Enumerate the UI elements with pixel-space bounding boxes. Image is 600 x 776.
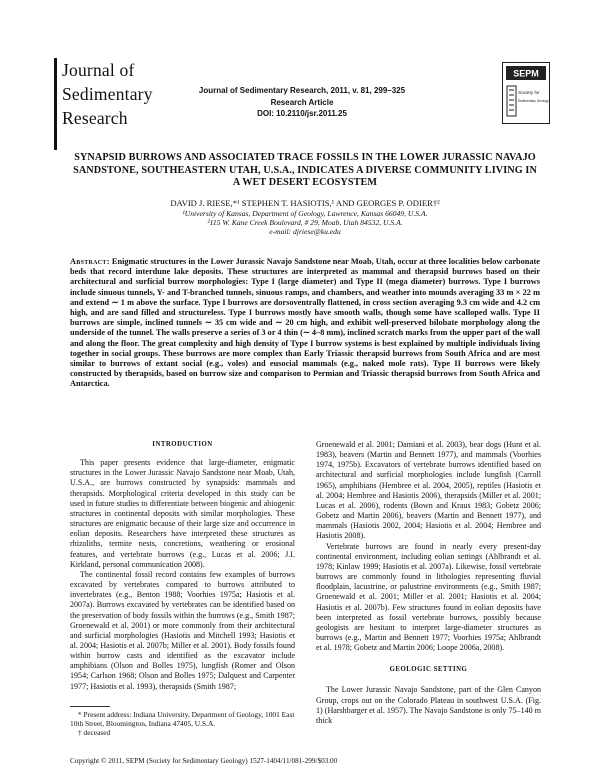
abstract <box>70 257 540 390</box>
footnote-2: † deceased <box>78 728 111 737</box>
affiliations <box>130 209 480 237</box>
sepm-seal-icon <box>502 62 550 124</box>
seal-text-2: Sedimentary Geology <box>518 99 549 103</box>
article-title: SYNAPSID BURROWS AND ASSOCIATED TRACE FOSSILS IN THE LOWER JURASSIC NAVAJO SANDSTONE, SOUTHEASTERN UTAH, U.S.A., INDICATES A DIVERSE COMMUNITY LIVING IN A WET DESERT ECOSYSTEM <box>73 152 537 188</box>
affiliation-2: ²115 W. Kane Creek Boulevard, # 29, Moab, Utah 84532, U.S.A. <box>207 218 403 228</box>
seal-text-1: Society for <box>518 90 540 95</box>
geologic-setting-heading: GEOLOGIC SETTING <box>389 666 468 674</box>
footnotes <box>70 710 295 737</box>
introduction-heading: INTRODUCTION <box>152 441 213 448</box>
logo-line-2: Sedimentary <box>62 84 153 104</box>
abstract-text: Enigmatic structures in the Lower Jurassic Navajo Sandstone near Moab, Utah, occur at three localities below carbonate beds that record interdune lake deposits. These structures are interpreted as mammal and therapsid burrows based on their architectural and surficial burrow morphologies: Type I (large diameter) and Type II (mega diameter) burrows. Type I burrows include sinuous tunnels, Y- and T-branched tunnels, sinuous ramps, and chambers, and weather into mounds averaging 33 m × 22 m and extend ∼ 1 m above the surface. Type I burrows are dorsoventrally flattened, in cross section averaging 9.3 cm wide and 4.2 cm high, and are sand filled and structureless. Type I burrows mostly have smooth walls, though some have scalloped walls. Type II burrows are simple, inclined tunnels ∼ 35 cm wide and ∼ 20 cm high, and exhibit well-preserved bilobate morphology along the underside of the tunnel. The walls preserve a series of 3 or 4 thin (∼ 4–8 mm), inclined scratch marks from the upper part of the wall and along the floor. The great complexity and high density of Type I burrow systems is best explained by multiple individuals living together in social groups. These burrows are more complex than Early Triassic therapsid burrows from South Africa and are most similar to burrows of extant social (e.g., voles) and eusocial mammals (e.g., naked mole rats). Type II burrows were likely constructed by therapsids, based on burrow size and comparison to Permian and Triassic therapsid burrows from South Africa and Antarctica. <box>70 257 540 389</box>
footnote-1: * Present address: Indiana University, Department of Geology, 1001 East 10th Street, Bloomington, Indiana 47405, U.S.A. <box>70 710 295 728</box>
article-type: Research Article <box>270 97 334 107</box>
journal-logo <box>62 58 182 130</box>
intro-paragraph-2: The continental fossil record contains few examples of burrows excavated by vertebrates compared to burrows attributed to invertebrates (e.g., Benton 1988; Voorhies 1975a; Hasiotis et al. 2007a). Burrows excavated by vertebrates can be identified based on the preservation of body fossils within the burrows (e.g., Smith 1987; Groenewald et al. 2001) or more commonly from their architectural and surficial morphologies (Hasiotis and Mitchell 1993; Hasiotis et al. 2004; Hasiotis et al. 2007b; Miller et al. 2001). Body fossils found within burrow casts and identified as the excavator include amphibians (Olson and Bolles 1975), lungfish (Romer and Olson 1954; Carlson 1968; Olson and Bolles 1975; Dalquest and Carpenter 1977; Hasiotis et al. 1993), therapsids (Smith 1987; <box>70 569 295 691</box>
copyright-line: Copyright © 2011, SEPM (Society for Sedimentary Geology) 1527-1404/11/081-299/$03.00 <box>70 757 338 765</box>
citation-line: Journal of Sedimentary Research, 2011, v. 81, 299–325 <box>198 86 406 95</box>
geologic-setting-paragraph: The Lower Jurassic Navajo Sandstone, part of the Glen Canyon Group, crops out on the Colorado Plateau in southwest U.S.A. (Fig. 1) (Harshbarger et al. 1957). The Navajo Sandstone is only 75–140 m thick <box>316 685 541 725</box>
intro-paragraph-1: This paper presents evidence that large-diameter, enigmatic structures in the Lower Jurassic Navajo Sandstone near Moab, Utah, U.S.A., are burrows constructed by synapsids: mammals and therapsids. Morphological criteria developed in this study can be used in future studies to differentiate between biogenic and abiogenic structures in continental deposits with similar morphologies. These structures are enigmatic because of their large size and occurrence in eolian deposits. Researchers have interpreted these structures as rhizoliths, termite nests, concretions, weathering or erosional features, and vertebrate burrows (e.g., Lucas et al. 2006; J.I. Kirkland, personal communication 2008). <box>70 458 295 569</box>
doi: DOI: 10.2110/jsr.2011.25 <box>257 109 347 118</box>
logo-line-1: Journal of <box>62 60 135 80</box>
right-paragraph-2: Vertebrate burrows are found in nearly every present-day continental environment, including eolian settings (Ahlbrandt et al. 1978; Kinlaw 1999; Hasiotis et al. 2007a). Likewise, fossil vertebrate burrows are commonly found in lithologies representing fluvial floodplain, lacustrine, or palustrine environments (e.g., Smith 1987; Groenewald et al. 2001; Miller et al. 2001; Hasiotis et al. 2004; Hasiotis et al. 2007b). Few structures found in eolian deposits have been interpreted as fossil vertebrate burrows, possibly because geologists are hesitant to interpret large-diameter structures as burrows (e.g., Martin and Bennett 1977; Voorhies 1975a; Ahlbrandt et al. 1978; Gobetz and Martin 2006; Loope 2006a, 2008). <box>316 541 541 653</box>
logo-line-3: Research <box>62 108 128 128</box>
affiliation-1: ¹University of Kansas, Department of Geology, Lawrence, Kansas 66049, U.S.A. <box>182 209 428 218</box>
left-column <box>70 440 295 692</box>
email: e-mail: djriese@ku.edu <box>269 227 341 237</box>
right-column <box>316 440 541 726</box>
seal-label: SEPM <box>513 68 539 79</box>
logo-bar <box>54 58 57 150</box>
right-paragraph-1: Groenewald et al. 2001; Damiani et al. 2003), bear dogs (Hunt et al. 1983), beavers (Martin and Bennett 1977), and mammals (Voorhies 1974, 1975b). Excavators of vertebrate burrows identified based on architectural and surficial morphologies include lungfish (Carroll 1965), amphibians (Hembree et al. 2004, 2005), reptiles (Hasiotis et al. 2004; Hembree and Hasiotis 2006), therapsids (Miller et al. 2001; Lucas et al. 2006), rodents (Bown and Kraus 1983; Gobetz 2006; Gobetz and Martin 2006), beavers (Martin and Bennett 1977), and mammals (Hasiotis 2002, 2004; Hasiotis et al. 2004; Hembree and Hasiotis 2008). <box>316 440 541 541</box>
journal-header <box>188 85 416 120</box>
footnote-rule <box>70 706 110 707</box>
abstract-label: Abstract: <box>70 257 110 266</box>
authors: DAVID J. RIESE,*¹ STEPHEN T. HASIOTIS,¹ AND GEORGES P. ODIER†² <box>170 198 440 208</box>
